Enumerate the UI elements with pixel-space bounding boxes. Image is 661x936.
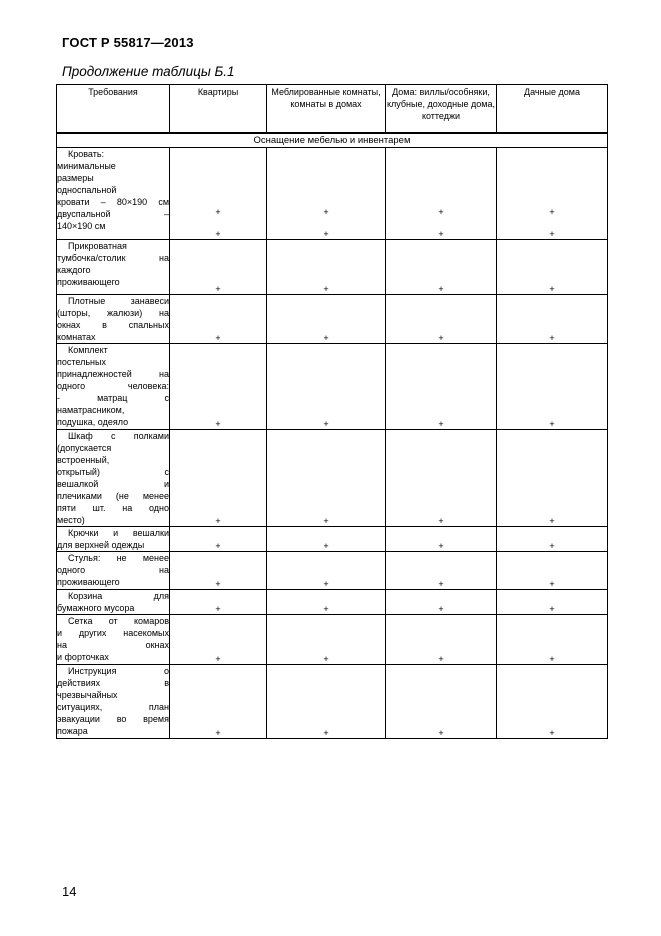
plus-mark: + [549,207,555,217]
table-row [57,590,608,615]
mark-cell [170,527,267,552]
requirement-text-line: и форточках [57,652,109,662]
requirement-text-line: каждого [57,265,91,275]
plus-mark: + [215,284,221,294]
table-row [57,615,608,665]
plus-mark: + [438,284,444,294]
mark-cell [170,552,267,590]
requirement-text-line: Плотные занавеси [68,296,169,306]
mark-cell [267,344,386,430]
plus-mark: + [215,604,221,614]
mark-cell [170,240,267,295]
requirement-text-line: ситуациях, план [57,702,169,712]
requirement-cell [57,295,170,344]
requirement-text-line: плечиками (не менее [57,491,169,501]
table-row [57,430,608,527]
plus-mark: + [215,728,221,738]
plus-mark: + [438,541,444,551]
column-header-requirements: Требования [57,85,170,133]
plus-mark: + [438,229,444,239]
mark-cell [170,148,267,240]
mark-cell [267,240,386,295]
mark-cell [386,527,497,552]
requirement-cell [57,148,170,240]
column-header-furnished-rooms: Меблированные комнаты, комнаты в домах [267,85,386,133]
requirement-text-line: размеры [57,173,94,183]
mark-cell [170,615,267,665]
requirement-text-line: постельных [57,357,106,367]
plus-mark: + [438,419,444,429]
requirement-text-line: одного на [57,565,169,575]
requirement-text-line: двуспальной – [57,209,169,219]
table-row [57,240,608,295]
plus-mark: + [438,333,444,343]
mark-cell [386,665,497,739]
mark-cell [267,552,386,590]
requirement-text-line: открытый) с [57,467,169,477]
mark-cell [170,665,267,739]
plus-mark: + [215,419,221,429]
mark-cell [170,430,267,527]
mark-cell [497,665,608,739]
plus-mark: + [323,579,329,589]
column-header-apartments: Квартиры [170,85,267,133]
requirement-text-line: Кровать: [68,149,105,159]
mark-cell [170,295,267,344]
plus-mark: + [549,284,555,294]
mark-cell [497,148,608,240]
requirement-cell [57,615,170,665]
mark-cell [386,430,497,527]
plus-mark: + [549,728,555,738]
requirement-text-line: действиях в [57,678,169,688]
requirement-text-line: Стулья: не менее [68,553,169,563]
mark-cell [267,527,386,552]
table-row [57,552,608,590]
document-title: ГОСТ Р 55817—2013 [62,35,194,50]
plus-mark: + [215,579,221,589]
plus-mark: + [549,604,555,614]
requirement-text-line: Комплект [68,345,108,355]
mark-cell [386,295,497,344]
mark-cell [267,430,386,527]
requirement-text-line: проживающего [57,277,120,287]
requirement-text-line: - матрац с [57,393,169,403]
requirement-text-line: тумбочка/столик на [57,253,169,263]
requirement-cell [57,590,170,615]
mark-cell [267,295,386,344]
requirement-text-line: встроенный, [57,455,110,465]
table-row [57,344,608,430]
plus-mark: + [549,419,555,429]
plus-mark: + [438,516,444,526]
requirement-text-line: бумажного мусора [57,603,135,613]
requirement-cell [57,527,170,552]
table-row [57,527,608,552]
requirement-text-line: пожара [57,726,88,736]
plus-mark: + [215,516,221,526]
column-header-houses: Дома: виллы/особняки, клубные, доходные дома, коттеджи [386,85,497,133]
table-header-row [57,85,608,133]
requirement-text-line: место) [57,515,85,525]
plus-mark: + [323,333,329,343]
mark-cell [497,552,608,590]
plus-mark: + [215,333,221,343]
requirement-text-line: Шкаф с полками [68,431,169,441]
plus-mark: + [549,579,555,589]
plus-mark: + [323,654,329,664]
requirement-text-line: чрезвычайных [57,690,118,700]
plus-mark: + [438,728,444,738]
mark-cell [386,552,497,590]
mark-cell [497,590,608,615]
plus-mark: + [215,229,221,239]
requirement-text-line: на окнах [57,640,169,650]
table-row [57,148,608,240]
section-title: Оснащение мебелью и инвентарем [57,133,608,148]
requirement-cell [57,240,170,295]
requirement-text-line: Прикроватная [68,241,127,251]
table-row [57,295,608,344]
mark-cell [267,148,386,240]
requirement-cell [57,430,170,527]
requirement-text-line: вешалкой и [57,479,169,489]
mark-cell [267,665,386,739]
plus-mark: + [215,654,221,664]
plus-mark: + [323,604,329,614]
requirement-cell [57,552,170,590]
requirement-text-line: кровати – 80×190 см [57,197,169,207]
mark-cell [386,344,497,430]
plus-mark: + [438,207,444,217]
page-number: 14 [62,884,77,899]
plus-mark: + [215,207,221,217]
mark-cell [386,240,497,295]
plus-mark: + [549,516,555,526]
requirement-cell [57,344,170,430]
requirement-text-line: для верхней одежды [57,540,145,550]
requirement-text-line: (допускается [57,443,112,453]
requirement-text-line: подушка, одеяло [57,417,129,427]
requirement-text-line: Инструкция о [68,666,169,676]
requirement-text-line: Корзина для [68,591,169,601]
plus-mark: + [323,284,329,294]
plus-mark: + [438,654,444,664]
column-header-country-houses: Дачные дома [497,85,608,133]
mark-cell [386,148,497,240]
requirement-text-line: наматрасником, [57,405,125,415]
mark-cell [497,430,608,527]
requirement-text-line: окнах в спальных [57,320,169,330]
mark-cell [386,590,497,615]
requirement-text-line: одного человека: [57,381,169,391]
section-header-row [57,133,608,148]
requirement-cell [57,665,170,739]
requirement-text-line: комнатах [57,332,96,342]
requirement-text-line: 140×190 см [57,221,106,231]
requirements-table [56,84,608,739]
plus-mark: + [549,541,555,551]
plus-mark: + [549,333,555,343]
mark-cell [497,615,608,665]
requirement-text-line: Сетка от комаров [68,616,169,626]
requirement-text-line: Крючки и вешалки [68,528,169,538]
requirement-text-line: эвакуации во время [57,714,169,724]
plus-mark: + [323,419,329,429]
plus-mark: + [438,579,444,589]
plus-mark: + [323,207,329,217]
requirement-text-line: минимальные [57,161,116,171]
plus-mark: + [215,541,221,551]
plus-mark: + [323,541,329,551]
table-caption: Продолжение таблицы Б.1 [62,64,235,79]
mark-cell [170,344,267,430]
plus-mark: + [549,654,555,664]
requirement-text-line: (шторы, жалюзи) на [57,308,169,318]
table-row [57,665,608,739]
mark-cell [386,615,497,665]
plus-mark: + [323,516,329,526]
mark-cell [497,240,608,295]
plus-mark: + [323,728,329,738]
requirement-text-line: пяти шт. на одно [57,503,169,513]
plus-mark: + [323,229,329,239]
plus-mark: + [438,604,444,614]
mark-cell [267,590,386,615]
mark-cell [267,615,386,665]
mark-cell [497,344,608,430]
requirement-text-line: проживающего [57,577,120,587]
plus-mark: + [549,229,555,239]
requirement-text-line: принадлежностей на [57,369,169,379]
requirement-text-line: и других насекомых [57,628,169,638]
requirement-text-line: односпальной [57,185,117,195]
mark-cell [497,527,608,552]
mark-cell [170,590,267,615]
mark-cell [497,295,608,344]
